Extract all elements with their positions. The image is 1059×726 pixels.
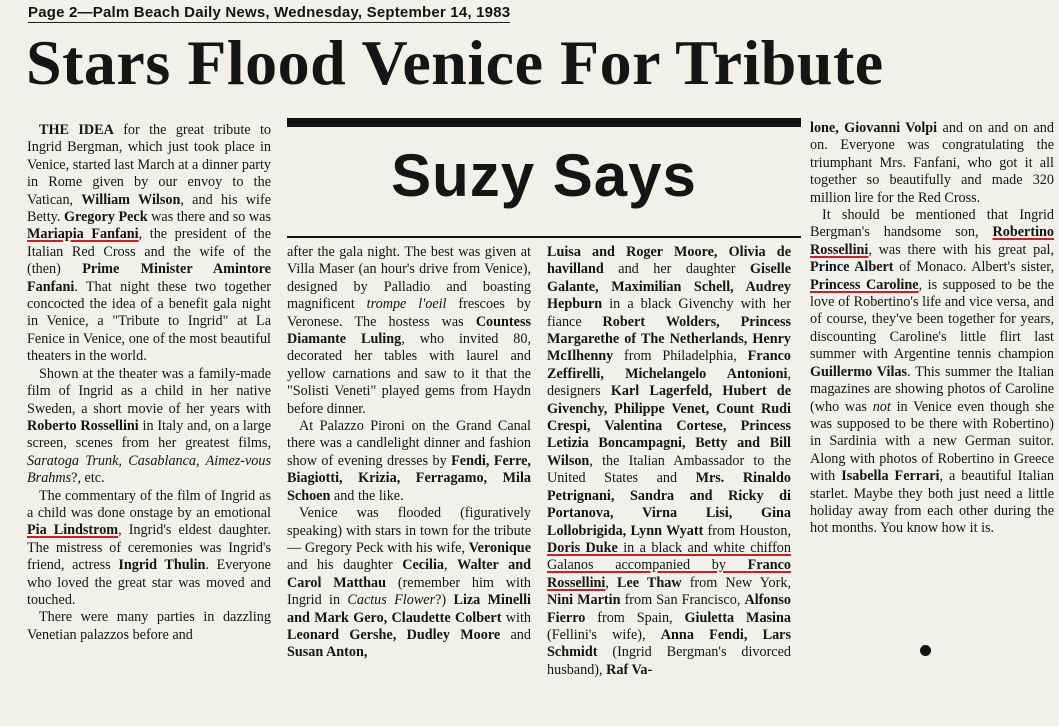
text-run: , Ingrid's eldest daughter. The mistress of ceremonies was Ingrid's friend, actress <box>27 522 271 574</box>
text-run: in Italy and, on a large screen, scenes from her greatest films, <box>27 417 271 452</box>
text-run: was there and so was <box>147 209 271 226</box>
name-underlined: Robertino Rossellini <box>810 224 1054 258</box>
text-run: . This summer the Italian magazines are showing photos of Caroline (who was <box>810 363 1054 415</box>
article-column-3 <box>547 244 791 726</box>
name-bold: Raf Va- <box>606 661 653 678</box>
text-run: and her daughter <box>603 261 751 278</box>
text-run: from New York, <box>681 574 791 591</box>
column-logo <box>287 118 801 238</box>
text-run: (remember him with Ingrid in <box>287 574 531 609</box>
column-logo-text: Suzy Says <box>391 142 697 209</box>
name-bold: Luisa and Roger Moore, Olivia de havilland <box>547 244 791 278</box>
text-run: , the Italian Ambassador to the United States and <box>547 452 791 487</box>
name-bold: Liza Minelli and Mark Gero, Claudette Colbert <box>287 592 531 626</box>
name-bold: Anna Fendi, Lars Schmidt <box>547 626 791 661</box>
text-run: , is supposed to be the love of Robertino's life and vice versa, and of course, they've been together for years, discounting Caroline's little flirt last summer with Argentine tennis champion <box>810 276 1054 363</box>
paragraph <box>810 120 1054 207</box>
text-run: and his daughter <box>287 557 403 574</box>
text-run: Venice was flooded (figuratively speaking) with stars in town for the tribute — Gregory Peck with his wife, <box>287 505 531 556</box>
text-run: , who invited 80, decorated her tables with laurel and yellow carnations and saw to it that the "Solisti Veneti" played gems from Haydn before dinner. <box>287 331 531 417</box>
text-run: , and his wife Betty. <box>27 191 271 226</box>
name-bold: Cecilia <box>402 557 445 574</box>
text-run: The commentary of the film of Ingrid as a child was done onstage by an emotional <box>27 487 271 521</box>
name-bold: Lee Thaw <box>617 574 682 591</box>
text-run: , <box>605 574 617 591</box>
paragraph <box>810 207 1054 538</box>
headline: Stars Flood Venice For Tribute <box>26 27 884 98</box>
text-run: (Ingrid Bergman's divorced husband), <box>547 644 791 678</box>
text-run: ?, etc. <box>71 470 105 487</box>
name-underlined: Mariapia Fanfani <box>27 226 139 243</box>
name-bold: Veronique <box>468 539 531 556</box>
name-underlined: Franco Rossellini <box>547 557 791 591</box>
text-run: , designers <box>547 365 791 400</box>
text-run: Shown at the theater was a family-made film of Ingrid as a child in her native Sweden, a short movie of her years with <box>27 365 271 417</box>
paragraph <box>547 244 791 679</box>
text-run: from Philadelphia, <box>613 348 748 365</box>
film-title: Cactus Flower <box>347 592 436 609</box>
paragraph <box>27 488 271 610</box>
name-bold: Leonard Gershe, Dudley Moore <box>287 626 501 643</box>
article-column-2 <box>287 244 531 726</box>
name-bold: Roberto Rossellini <box>27 417 139 434</box>
text-underlined: in a black and white chiffon Galanos accompanied by <box>547 539 791 574</box>
paragraph <box>287 418 531 505</box>
text-run: from Houston, <box>703 522 791 539</box>
text-run: At Palazzo Pironi on the Grand Canal there was a candlelight dinner and fashion show of evening dresses by <box>287 418 531 469</box>
text-run: from San Francisco, <box>620 592 745 609</box>
name-bold: Giuletta Masina <box>684 609 791 626</box>
paragraph <box>27 366 271 488</box>
paragraph <box>27 122 271 366</box>
name-underlined: Pia Lindstrom <box>27 522 119 539</box>
text-run: after the gala night. The best was given at Villa Maser (an hour's drive from Venice), designed by Palladio and boasting magnificent <box>287 244 531 313</box>
text-run: (Fellini's wife), <box>547 626 661 643</box>
name-bold: Karl Lagerfeld, Hubert de Givenchy, Philippe Venet, Count Rudi Crespi, Valentina Cortese, Princess Letizia Boncampagni, Betty and Bill Wilson <box>547 383 791 469</box>
paragraph <box>27 609 271 644</box>
text-run: with <box>501 609 531 626</box>
dateline: Page 2—Palm Beach Daily News, Wednesday, September 14, 1983 <box>28 4 511 21</box>
text-run: There were many parties in dazzling Venetian palazzos before and <box>27 609 271 643</box>
name-bold: William Wilson <box>81 191 181 208</box>
text-run: for the great tribute to Ingrid Bergman, which just took place in Venice, started last March at a dinner party in Rome given by our envoy to the Vatican, <box>27 122 271 208</box>
name-bold: Gregory Peck <box>63 209 148 226</box>
name-bold: Franco Zeffirelli, Michelangelo Antonioni <box>547 348 791 382</box>
name-bold: lone, Giovanni Volpi <box>810 120 938 136</box>
text-run: , <box>444 557 458 574</box>
name-bold: Isabella Ferrari <box>841 468 940 485</box>
name-bold: Robert Wolders, Princess Margarethe of The Netherlands, Henry McIlhenny <box>547 313 791 365</box>
lead-in: THE IDEA <box>39 122 114 138</box>
end-mark-bullet <box>920 645 931 656</box>
text-run: in Venice even though she was supposed to be there with Robertino) in Sardinia with a new German suitor. Along with photos of Robertino in Greece with <box>810 398 1054 485</box>
text-run: and <box>500 626 531 643</box>
name-bold: Guillermo Vilas <box>810 363 908 380</box>
text-run: and the like. <box>330 487 404 504</box>
name-underlined: Princess Caroline <box>810 276 919 293</box>
name-bold: Countess Diamante Luling <box>287 313 531 348</box>
name-bold: Prime Minister Amintore Fanfani <box>27 261 271 295</box>
name-bold: Prince Albert <box>810 259 894 276</box>
italic-phrase: trompe l'oeil <box>366 296 447 313</box>
name-bold: Mrs. Rinaldo Petrignani, Sandra and Ricky di Portanova, Virna Lisi, Gina Lollobrigida, Lynn Wyatt <box>547 470 791 539</box>
name-bold: Giselle Galante, Maximilian Schell, Audrey Hepburn <box>547 261 791 313</box>
italic-word: not <box>872 398 891 415</box>
name-underlined: Doris Duke <box>547 539 618 556</box>
name-bold: Fendi, Ferre, Biagiotti, Krizia, Ferragamo, Mila Schoen <box>287 452 531 504</box>
text-run: . Everyone who loved the great star was moved and touched. <box>27 557 271 608</box>
name-bold: Alfonso Fierro <box>547 592 791 626</box>
text-run: and on and on and on. Everyone was congratulating the triumphant Mrs. Fanfani, who got it all together so beautifully and made 320 million lire for the Red Cross. <box>810 120 1054 206</box>
paragraph <box>287 505 531 662</box>
text-run: of Monaco. Albert's sister, <box>893 259 1054 276</box>
paragraph <box>287 244 531 418</box>
article-column-4 <box>810 120 1054 660</box>
text-run: from Spain, <box>585 609 685 626</box>
name-bold: Ingrid Thulin <box>118 557 206 574</box>
text-run: , a beautiful Italian starlet. Maybe they both just need a little holiday away from each other during the hot months. You know how it is. <box>810 468 1054 537</box>
text-run: , the president of the Italian Red Cross and the wife of the (then) <box>27 226 271 278</box>
article-column-1 <box>27 122 271 726</box>
text-run: , was there with his great pal, <box>868 241 1054 258</box>
name-bold: Susan Anton, <box>287 644 368 661</box>
name-bold: Walter and Carol Matthau <box>287 557 531 591</box>
logo-top-rule <box>287 118 801 127</box>
text-run: ?) <box>435 592 454 609</box>
text-run: . That night these two together concocted the idea of a benefit gala night in Venice, a "Tribute to Ingrid" at La Fenice in Venice, one of the most beautiful theaters in the world. <box>27 278 271 365</box>
logo-bottom-rule <box>287 236 801 238</box>
text-run: frescoes by Veronese. The hostess was <box>287 296 531 330</box>
film-titles: Saratoga Trunk, Casablanca, Aimez-vous Brahms <box>27 452 271 487</box>
name-bold: Nini Martin <box>547 592 621 609</box>
text-run: in a black Givenchy with her fiance <box>547 296 791 330</box>
text-run: It should be mentioned that Ingrid Bergman's handsome son, <box>810 207 1054 241</box>
